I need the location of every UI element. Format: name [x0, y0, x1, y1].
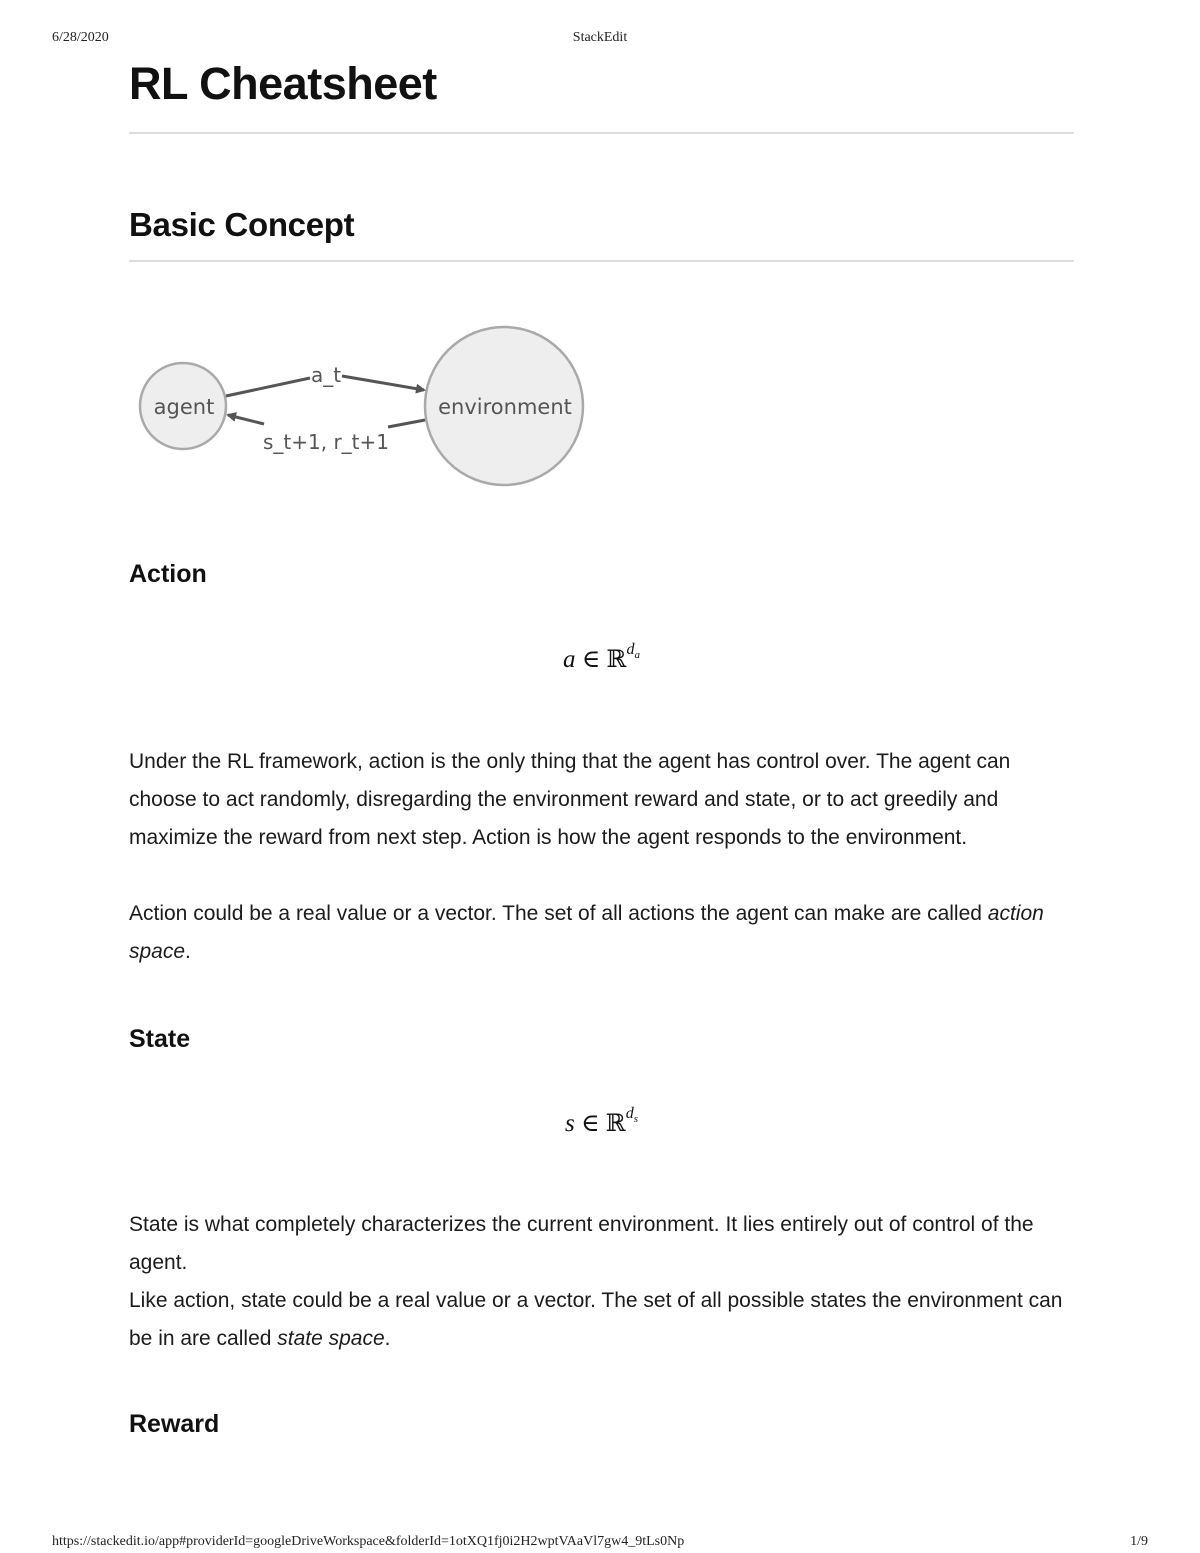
feedback-edge-part1 — [388, 420, 425, 427]
action-paragraph-2-end: . — [185, 940, 191, 963]
section-divider — [129, 260, 1074, 262]
print-app-title: StackEdit — [572, 30, 628, 45]
action-formula-set: ℝ — [606, 645, 627, 673]
heading-state: State — [129, 1025, 191, 1053]
section-heading-basic-concept: Basic Concept — [129, 206, 355, 243]
heading-reward: Reward — [129, 1410, 220, 1438]
state-formula-var: s — [565, 1110, 575, 1137]
print-url: https://stackedit.io/app#providerId=googleDriveWorkspace&folderId=1otXQ1fj0i2H2wptVAaVl7gw4_9tLs0Np — [52, 1534, 685, 1549]
state-space-term: state space — [277, 1327, 385, 1350]
state-paragraph-2 — [129, 1282, 1074, 1358]
state-paragraph-1: State is what completely characterizes the current environment. It lies entirely out of control of the agent. — [129, 1213, 1034, 1274]
action-edge-part2 — [342, 376, 424, 390]
state-formula-rel: ∈ — [580, 1110, 600, 1137]
action-edge-label: a_t — [310, 363, 342, 387]
agent-environment-diagram — [130, 318, 600, 498]
state-formula-sup: d — [625, 1104, 634, 1122]
state-paragraph-2-end: . — [384, 1327, 391, 1350]
environment-label: environment — [438, 395, 572, 419]
action-formula-sup: d — [626, 640, 635, 658]
agent-label: agent — [153, 395, 215, 419]
document-title: RL Cheatsheet — [129, 58, 437, 109]
action-edge-part1 — [226, 378, 310, 396]
action-formula-rel: ∈ — [581, 646, 601, 673]
state-formula-set: ℝ — [605, 1109, 626, 1137]
state-formula-sub: s — [633, 1112, 638, 1125]
state-formula — [129, 1104, 1074, 1138]
print-date: 6/28/2020 — [52, 30, 109, 45]
title-divider — [129, 132, 1074, 134]
action-formula — [129, 640, 1074, 674]
heading-action: Action — [129, 560, 207, 588]
action-paragraph-1: Under the RL framework, action is the only thing that the agent has control over. The agent can choose to act randomly, disregarding the environment reward and state, or to act greedily and maximize the reward from next step. Action is how the agent responds to the environment. — [129, 750, 1011, 849]
action-formula-var: a — [563, 646, 576, 673]
action-paragraph-2-text: Action could be a real value or a vector. The set of all actions the agent can make are called — [129, 902, 988, 925]
print-page-number: 1/9 — [1130, 1534, 1148, 1549]
feedback-edge-label: s_t+1, r_t+1 — [262, 430, 390, 454]
feedback-edge-part2 — [228, 415, 264, 424]
action-formula-sub: a — [634, 648, 640, 661]
action-space-term: action space — [129, 902, 1044, 963]
state-paragraph-2-text: Like action, state could be a real value or a vector. The set of all possible states the environment can be in are called — [129, 1289, 1063, 1350]
action-paragraph-2 — [129, 895, 1074, 971]
